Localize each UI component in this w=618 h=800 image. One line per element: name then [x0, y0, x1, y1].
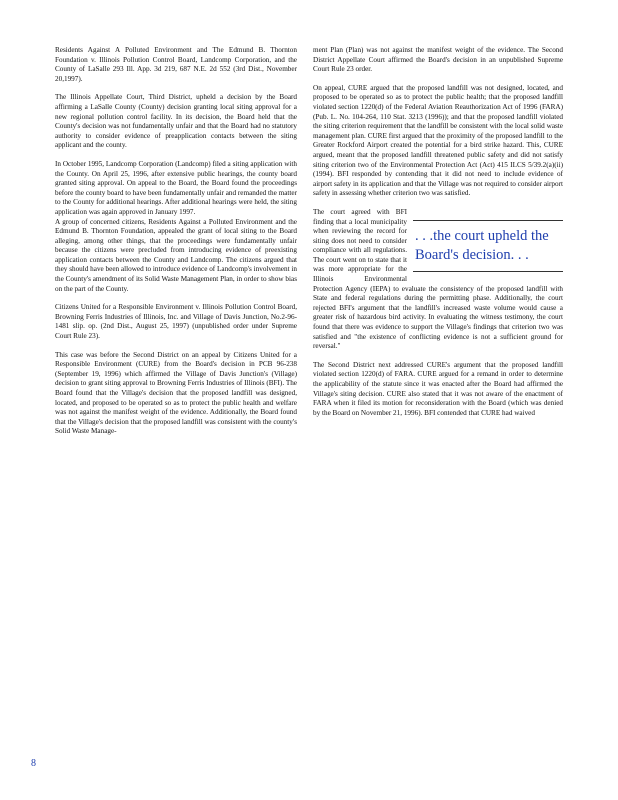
- pull-quote: [413, 214, 563, 278]
- case-paragraph-1: In October 1995, Landcomp Corporation (Landcomp) filed a siting application with the County. On April 25, 1996, after extensive public hearings, the county board granted siting approval. On appeal to the Board, the Board found the proceedings before the county board to have been fundamentally unfair and remanded the matter to the County for additional hearings. After additional hearings were held, the siting application was again approved in January 1997.: [55, 159, 297, 216]
- case-paragraph-7: The Second District next addressed CURE's argument that the proposed landfill violated section 1220(d) of FARA. CURE argued for a remand in order to determine the applicability of the statute since it was enacted after the Board had affirmed the Village's siting decision. CURE also stated that it was not aware of the enactment of FARA when it filed its motion for reconsideration with the Board (which was denied by the Board on November 21, 1996). BFI contended that CURE had waived: [313, 360, 563, 417]
- case-paragraph-4: ment Plan (Plan) was not against the manifest weight of the evidence. The Second District Appellate Court affirmed the Board's decision in an unpublished Supreme Court Rule 23 order.: [313, 46, 563, 74]
- case-summary-1: The Illinois Appellate Court, Third District, upheld a decision by the Board affirming a LaSalle County (County) decision granting local siting approval for a new regional pollution control facility. In its decision, the Board held that the County's decision was not fundamentally unfair and that the Board had no statutory authority to consider evidence of preapplication contacts between the siting applicant and the county.: [55, 93, 297, 150]
- pull-quote-bottom-rule: [413, 271, 563, 272]
- left-column: [55, 46, 297, 446]
- case-paragraph-3: This case was before the Second District on an appeal by Citizens United for a Responsible Environment (CURE) from the Board's decision in PCB 96-238 (September 19, 1996) which affirmed the Village of Davis Junction's (Village) decision to grant siting approval to Browning Ferris Industries of Illinois (BFI). The Board found that the Village's decision that the proposed landfill was designed, located, and proposed to be operated so as to protect the public health and welfare was not against the manifest weight of the evidence. Additionally, the Board found that the Village's decision that the proposed landfill was consistent with the county's Solid Waste Manage-: [55, 350, 297, 436]
- case-paragraph-5: On appeal, CURE argued that the proposed landfill was not designed, located, and proposed to be operated so as to protect the public health; that the proposed landfill violated section 1220(d) of the Federal Aviation Reauthorization Act of 1996 (FARA) (Pub. L. No. 104-264, 110 Stat. 3213 (1996)); and that the proposed landfill violated the siting criterion requirement that the landfill be consistent with the local solid waste management plan. CURE first argued that the proximity of the proposed landfill to the Greater Rockford Airport created the potential for a bird strike hazard. This, CURE argued, meant that the proposed landfill threatened public safety and did not satisfy siting criterion two of the Environmental Protection Act (Act) 415 ILCS 5/39.2(a)(ii) (1994). BFI responded by contending that it did not need to include evidence of airport safety in its application and that the Village was not required to consider airport safety in assessing whether criterion two was satisfied.: [313, 83, 563, 198]
- case-citation-2: Citizens United for a Responsible Environment v. Illinois Pollution Control Board, Browning Ferris Industries of Illinois, Inc. and Village of Davis Junction, No.2-96-1481 slip. op. (2nd Dist., August 25, 1997) (unpublished order under Supreme Court Rule 23).: [55, 303, 297, 341]
- pull-quote-top-rule: [413, 220, 563, 221]
- right-column: [313, 46, 563, 427]
- page-number: 8: [31, 758, 36, 769]
- case-paragraph-2: A group of concerned citizens, Residents Against a Polluted Environment and the Edmund B. Thornton Foundation, appealed the grant of local siting to the Board alleging, among other things, that the proceedings were fundamentally unfair because the citizens were precluded from introducing evidence of preexisting application contacts between the County and Landcomp. The citizens argued that they should have been allowed to introduce evidence of Landcomp's involvement in the County's amendment of its Solid Waste Management Plan, in order to show bias on the part of the County.: [55, 217, 297, 293]
- case-paragraph-6: The court agreed with BFI finding that a local municipality when reviewing the record for siting does not need to consider compliance with all regulations. The court went on to state that it was more appropriate for the Illinois Environmental Protection Agency (IEPA) to evaluate the consistency of the proposed landfill with State and federal regulations during the permitting phase. Additionally, the court rejected BFI's argument that the landfill's increased waste volume would cause a greater risk of hazardous bird activity. In evaluating the witness testimony, the court found that there was evidence to support the Village's findings that criterion two was satisfied and "the existence of conflicting evidence is not a sufficient ground for reversal.": [313, 207, 563, 351]
- case-citation-1: Residents Against A Polluted Environment and The Edmund B. Thornton Foundation v. Illinois Pollution Control Board, Landcomp Corporation, and the County of LaSalle 293 Ill. App. 3d 219, 687 N.E. 2d 552 (3rd Dist., November 20,1997).: [55, 46, 297, 83]
- pull-quote-text: . . .the court upheld the Board's decision. . .: [415, 227, 549, 263]
